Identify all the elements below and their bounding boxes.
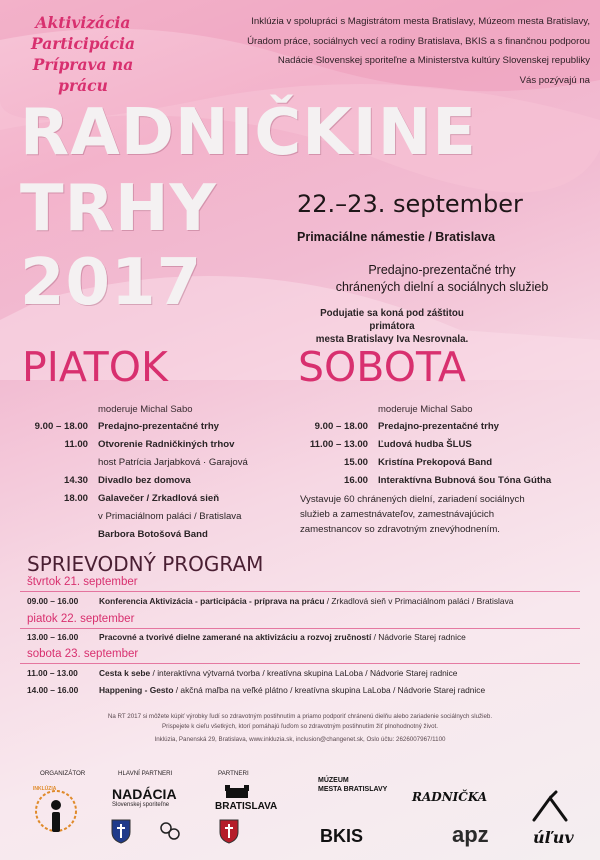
sobota-heading: SOBOTA bbox=[298, 343, 466, 391]
intro-line: Vás pozývajú na bbox=[519, 74, 590, 86]
slogan-line: Príprava na prácu bbox=[32, 55, 134, 95]
schedule-row: host Patrícia Jarjabková · Garajová bbox=[98, 457, 248, 468]
schedule-row: 9.00 – 18.00 Predajno-prezentačné trhy bbox=[314, 421, 500, 432]
event-subtitle bbox=[297, 262, 587, 296]
schedule-row: 16.00 Interaktívna Bubnová šou Tóna Gútha bbox=[343, 475, 552, 486]
schedule-row: 9.00 – 18.00 Predajno-prezentačné trhy bbox=[34, 421, 220, 432]
piatok-moderator: moderuje Michal Sabo bbox=[98, 404, 193, 415]
intro-line: Inklúzia v spolupráci s Magistrátom mesta Bratislavy, Múzeom mesta Bratislavy, bbox=[251, 16, 590, 27]
label-partners: PARTNERI bbox=[218, 770, 249, 777]
program-day-label: piatok 22. september bbox=[27, 613, 135, 625]
sobota-moderator: moderuje Michal Sabo bbox=[378, 404, 473, 415]
note-line: Na RT 2017 si môžete kúpiť výrobky ľudí so zdravotným postihnutím a priamo podporiť chránenú dielňu alebo zariadenie sociálnych služieb. bbox=[107, 713, 493, 720]
divider bbox=[20, 663, 580, 664]
radnicka-logo: RADNIČKA bbox=[412, 790, 488, 804]
subtitle-line: chránených dielní a sociálnych služieb bbox=[335, 280, 549, 294]
desc-line: zamestnancov so zdravotným znevýhodnením. bbox=[300, 524, 500, 535]
program-item: 14.00 – 16.00 Happening - Gesto / akčná maľba na veľké plátno / kreatívna skupina LaLoba / Nádvorie Starej radnice bbox=[27, 685, 486, 695]
header-intro bbox=[175, 12, 590, 90]
patron-line: Podujatie sa koná pod záštitou primátora bbox=[320, 308, 464, 332]
program-item: 09.00 – 16.00 Konferencia Aktivizácia - participácia - príprava na prácu / Zrkadlová sieň v Primaciálnom paláci / Bratislava bbox=[27, 596, 514, 606]
schedule-row: v Primaciálnom paláci / Bratislava bbox=[98, 511, 242, 522]
title-line-2: TRHY bbox=[20, 172, 217, 246]
header-slogan bbox=[8, 12, 158, 96]
title-line-1: RADNIČKINE bbox=[20, 96, 477, 170]
muzeum-logo: MÚZEUM MESTA BRATISLAVY bbox=[318, 777, 388, 793]
inkluzia-logo-text: INKLÚZIA bbox=[33, 786, 57, 792]
divider bbox=[20, 591, 580, 592]
sporitelna-text: Slovenskej sporiteľne bbox=[112, 802, 170, 808]
footer-note bbox=[40, 712, 560, 745]
event-patronage bbox=[297, 307, 487, 346]
program-day-label: štvrtok 21. september bbox=[27, 576, 138, 588]
schedule-row: Barbora Botošová Band bbox=[98, 529, 208, 540]
intro-line: Nadácie Slovenskej sporiteľne a Ministerstva kultúry Slovenskej republiky bbox=[277, 55, 590, 66]
nadacia-logo: NADÁCIA bbox=[112, 786, 177, 802]
subtitle-line: Predajno-prezentačné trhy bbox=[368, 263, 516, 277]
schedule-row: 11.00 Otvorenie Radničkiných trhov bbox=[64, 439, 235, 450]
schedule-row: 18.00 Galavečer / Zrkadlová sieň bbox=[63, 493, 220, 504]
title-line-3: 2017 bbox=[20, 246, 203, 320]
slogan-line: Participácia bbox=[30, 34, 136, 53]
piatok-schedule bbox=[20, 418, 248, 544]
ministry-crest-icon bbox=[110, 818, 132, 844]
exhibitors-description bbox=[300, 492, 570, 537]
event-dates: 22.–23. september bbox=[297, 190, 523, 218]
schedule-row: 15.00 Kristína Prekopová Band bbox=[343, 457, 493, 468]
slogan-line: Aktivizácia bbox=[35, 13, 131, 32]
schedule-row: 11.00 – 13.00 Ľudová hudba ŠLUS bbox=[309, 439, 472, 450]
inkluzia-logo bbox=[28, 785, 84, 847]
contact-line: Inklúzia, Panenská 29, Bratislava, www.inkluzia.sk, inclusion@changenet.sk, Oslo účtu: 2626007967/1100 bbox=[154, 736, 446, 743]
bratislava-logo: BRATISLAVA bbox=[215, 801, 278, 812]
uluv-bird-icon bbox=[530, 790, 570, 826]
uluv-logo: úľuv bbox=[533, 828, 574, 847]
note-line: Prispejete k cieľu všetkých, ktorí pomáhajú ľuďom so zdravotným postihnutím žiť plnohodnotný život. bbox=[162, 723, 438, 730]
desc-line: služieb a zamestnávateľov, zamestnávajúcich bbox=[300, 509, 495, 520]
program-item: 11.00 – 13.00 Cesta k sebe / interaktívna výtvarná tvorba / kreatívna skupina LaLoba / Nádvorie Starej radnice bbox=[27, 668, 458, 678]
sobota-schedule bbox=[296, 418, 551, 490]
apz-logo: apz bbox=[452, 822, 489, 847]
patron-line: mesta Bratislavy Iva Nesrovnala. bbox=[315, 334, 469, 345]
piatok-heading: PIATOK bbox=[22, 343, 168, 391]
event-place: Primaciálne námestie / Bratislava bbox=[297, 230, 496, 244]
label-main-partners: HLAVNÍ PARTNERI bbox=[118, 770, 173, 777]
program-day-label: sobota 23. september bbox=[27, 648, 139, 660]
schedule-row: 14.30 Divadlo bez domova bbox=[63, 475, 191, 486]
bratislava-castle-icon bbox=[222, 784, 252, 800]
program-item: 13.00 – 16.00 Pracovné a tvorivé dielne zamerané na aktivizáciu a rozvoj zručností / Nádvorie Starej radnice bbox=[27, 632, 466, 642]
desc-line: Vystavuje 60 chránených dielní, zariadení sociálnych bbox=[300, 494, 525, 505]
bkis-logo: BKIS bbox=[320, 826, 364, 846]
label-organizer: ORGANIZÁTOR bbox=[40, 770, 86, 777]
divider bbox=[20, 628, 580, 629]
partner-bird-logo bbox=[158, 820, 182, 842]
intro-line: Úradom práce, sociálnych vecí a rodiny Bratislava, BKIS a s finančnou podporou bbox=[247, 35, 590, 47]
program-heading: SPRIEVODNÝ PROGRAM bbox=[27, 552, 264, 576]
crest-icon bbox=[218, 818, 240, 844]
